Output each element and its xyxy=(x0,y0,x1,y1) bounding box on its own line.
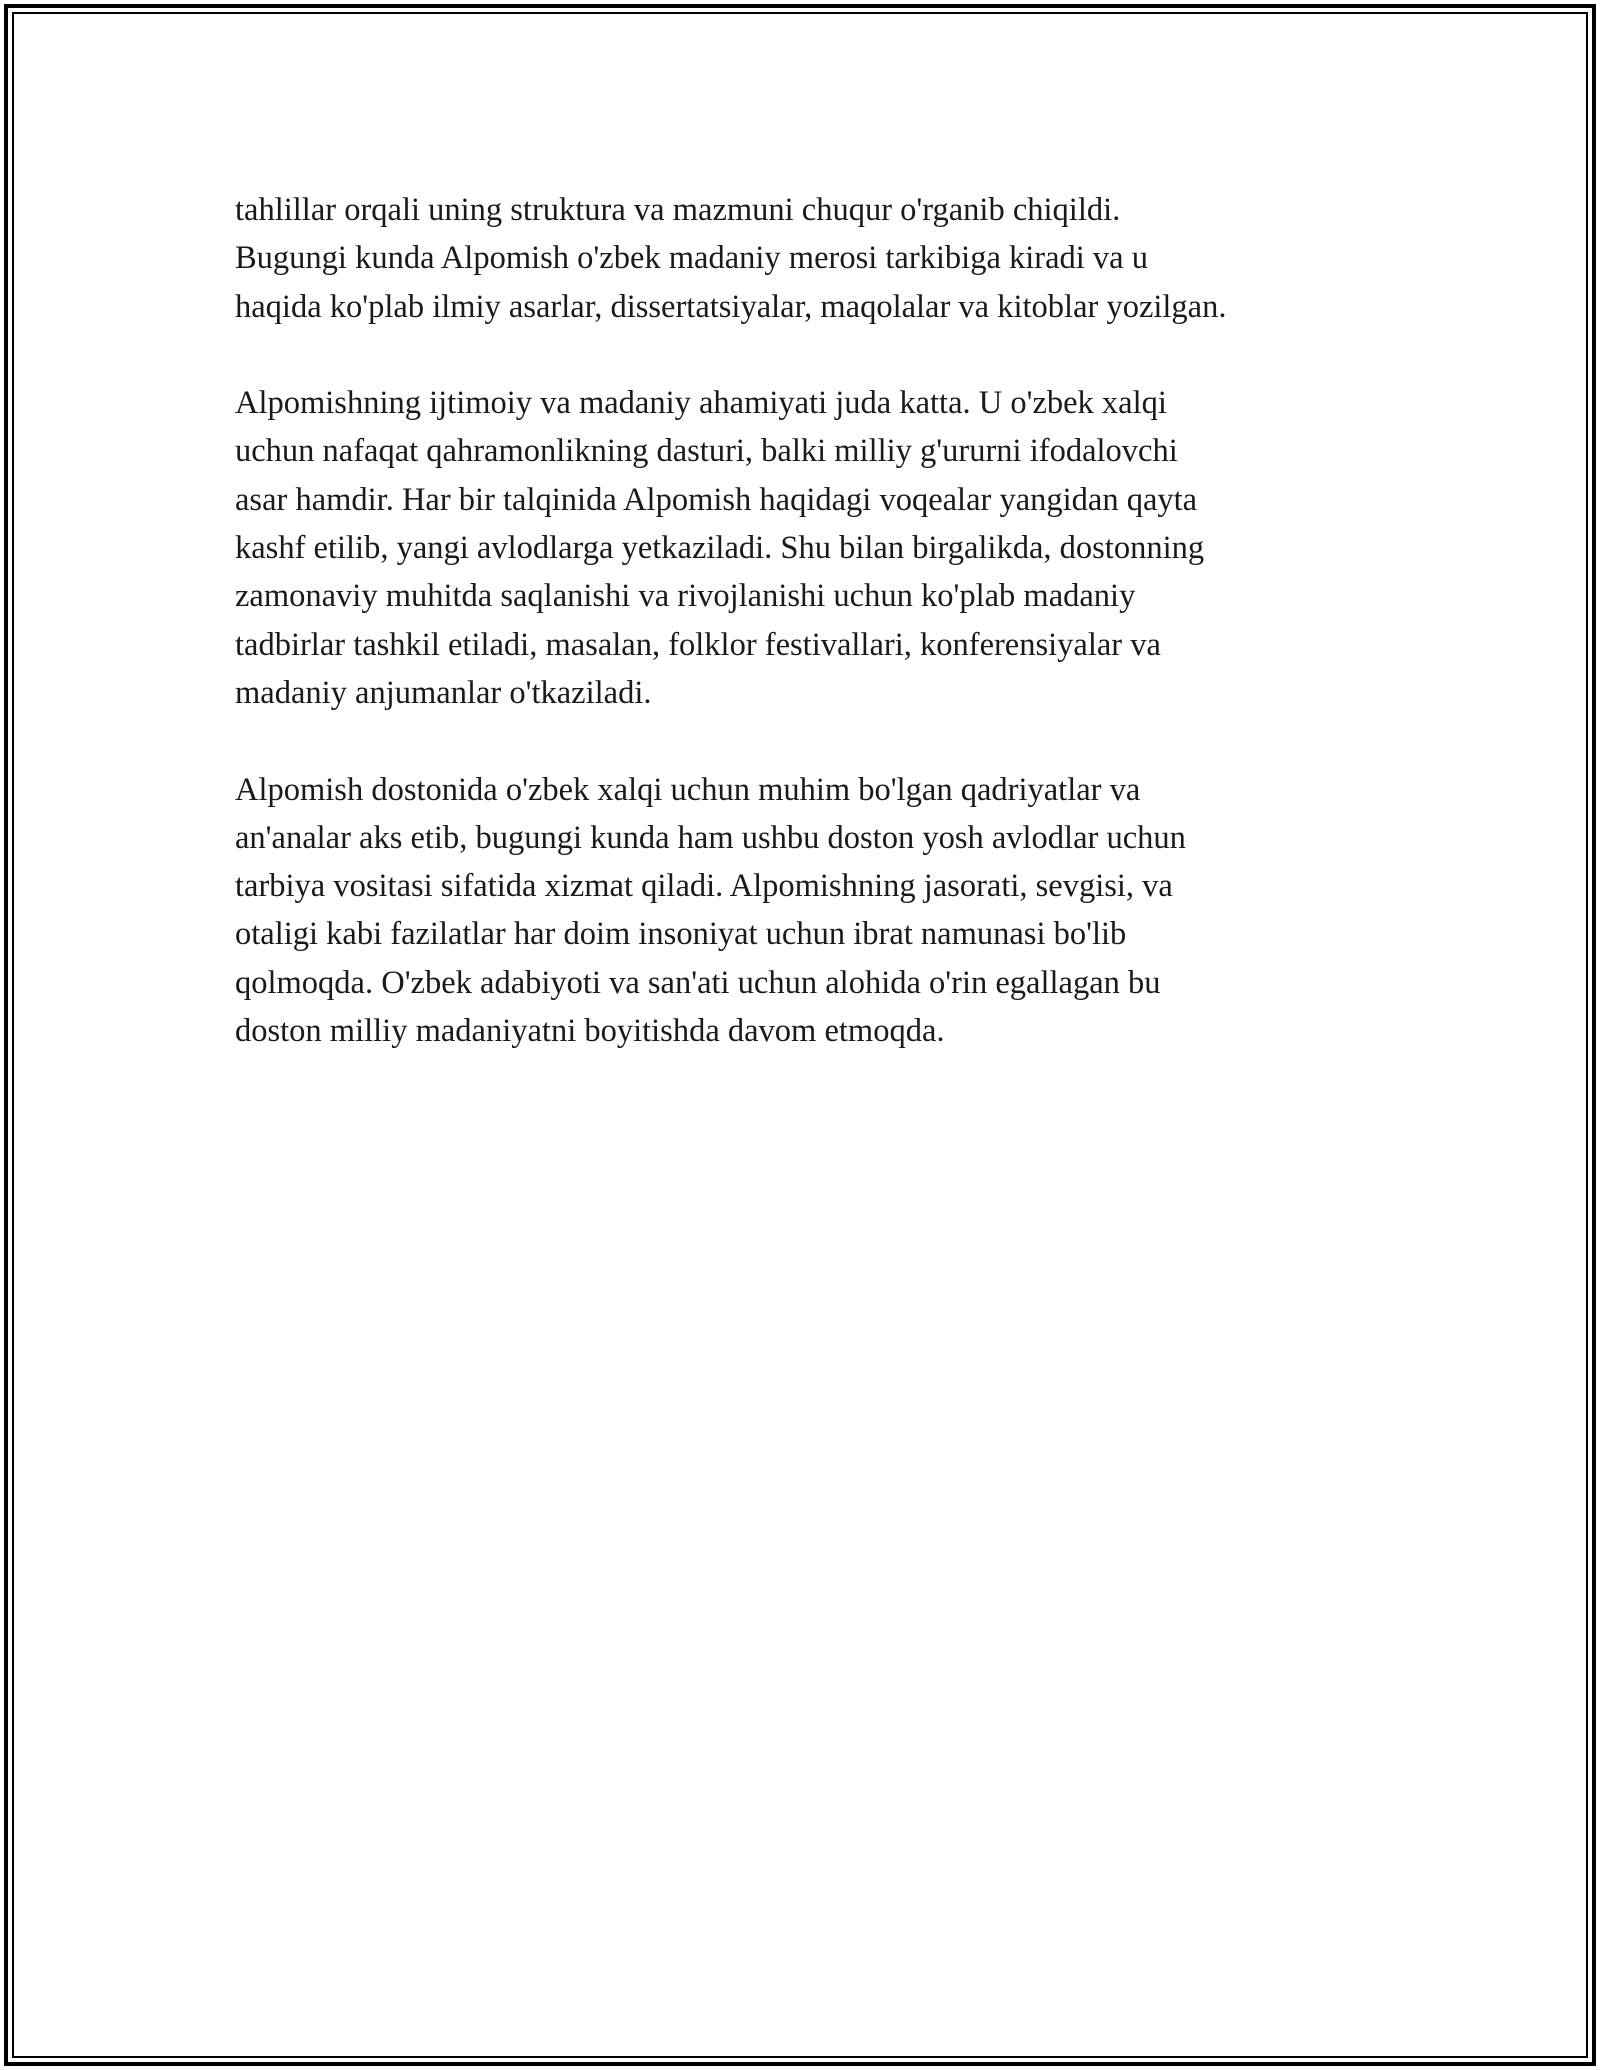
document-body xyxy=(235,186,1415,1104)
text-line: otaligi kabi fazilatlar har doim insoniyat uchun ibrat namunasi bo'lib xyxy=(235,916,1127,953)
text-line: qolmoqda. O'zbek adabiyoti va san'ati uchun alohida o'rin egallagan bu xyxy=(235,964,1161,1001)
text-line: zamonaviy muhitda saqlanishi va rivojlanishi uchun ko'plab madaniy xyxy=(235,578,1136,615)
paragraph-1 xyxy=(235,186,1415,331)
paragraph-2 xyxy=(235,379,1415,717)
text-line: tarbiya vositasi sifatida xizmat qiladi. Alpomishning jasorati, sevgisi, va xyxy=(235,868,1173,905)
text-line: madaniy anjumanlar o'tkaziladi. xyxy=(235,674,652,711)
text-line: an'analar aks etib, bugungi kunda ham ushbu doston yosh avlodlar uchun xyxy=(235,819,1186,856)
paragraph-3 xyxy=(235,766,1415,1056)
text-line: tadbirlar tashkil etiladi, masalan, folklor festivallari, konferensiyalar va xyxy=(235,626,1161,663)
text-line: doston milliy madaniyatni boyitishda davom etmoqda. xyxy=(235,1013,945,1050)
text-line: Bugungi kunda Alpomish o'zbek madaniy merosi tarkibiga kiradi va u xyxy=(235,240,1148,277)
text-line: haqida ko'plab ilmiy asarlar, dissertatsiyalar, maqolalar va kitoblar yozilgan. xyxy=(235,288,1227,325)
text-line: asar hamdir. Har bir talqinida Alpomish haqidagi voqealar yangidan qayta xyxy=(235,481,1198,518)
text-line: kashf etilib, yangi avlodlarga yetkaziladi. Shu bilan birgalikda, dostonning xyxy=(235,530,1205,567)
text-line: tahlillar orqali uning struktura va mazmuni chuqur o'rganib chiqildi. xyxy=(235,192,1121,228)
text-line: uchun nafaqat qahramonlikning dasturi, balki milliy g'ururni ifodalovchi xyxy=(235,433,1178,470)
text-line: Alpomishning ijtimoiy va madaniy ahamiyati juda katta. U o'zbek xalqi xyxy=(235,385,1167,422)
text-line: Alpomish dostonida o'zbek xalqi uchun muhim bo'lgan qadriyatlar va xyxy=(235,771,1141,808)
